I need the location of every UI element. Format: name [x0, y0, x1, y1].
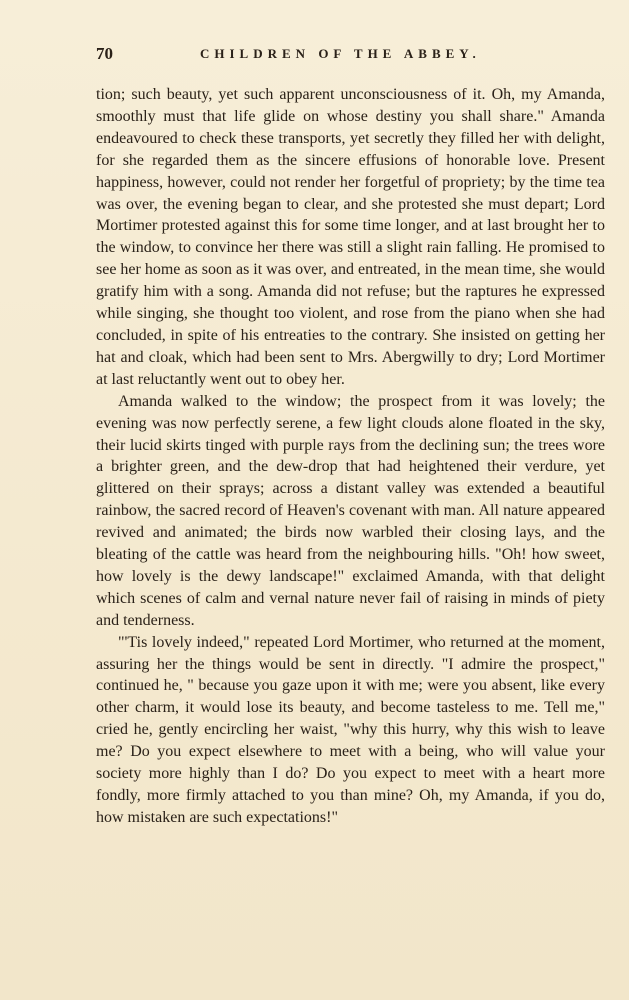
paragraph-1: tion; such beauty, yet such apparent unconsciousness of it. Oh, my Amanda, smoothly must that life glide on whose destiny you shall share." Amanda endeavoured to check these transports, yet secretly they filled her with delight, for she regarded them as the sincere effusions of honorable love. Present happiness, however, could not render her forgetful of propriety; by the time tea was over, the evening began to clear, and she protested she must depart; Lord Mortimer protested against this for some time longer, and at last brought her to the window, to convince her there was still a slight rain falling. He promised to see her home as soon as it was over, and entreated, in the mean time, she would gratify him with a song. Amanda did not refuse; but the raptures he expressed while singing, she thought too violent, and rose from the piano when she had concluded, in spite of his entreaties to the contrary. She insisted on getting her hat and cloak, which had been sent to Mrs. Abergwilly to dry; Lord Mortimer at last reluctantly went out to obey her.: [96, 86, 605, 388]
running-title: CHILDREN OF THE ABBEY.: [200, 46, 481, 61]
body-text: [96, 84, 605, 829]
paragraph-2: Amanda walked to the window; the prospect from it was lovely; the evening was now perfectly serene, a few light clouds alone floated in the sky, their lucid skirts tinged with purple rays from the declining sun; the trees wore a brighter green, and the dew-drop that had heightened their verdure, yet glittered on their sprays; across a distant valley was extended a beautiful rainbow, the sacred record of Heaven's covenant with man. All nature appeared revived and animated; the birds now warbled their closing lays, and the bleating of the cattle was heard from the neighbouring hills. "Oh! how sweet, how lovely is the dewy landscape!" exclaimed Amanda, with that delight which scenes of calm and vernal nature never fail of raising in minds of piety and tenderness.: [96, 392, 605, 629]
paragraph-3: "'Tis lovely indeed," repeated Lord Mortimer, who returned at the moment, assuring her the things would be sent in directly. "I admire the prospect," continued he, " because you gaze upon it with me; were you absent, like every other charm, it would lose its beauty, and become tasteless to me. Tell me," cried he, gently encircling her waist, "why this hurry, why this wish to leave me? Do you expect elsewhere to meet with a being, who will value your society more highly than I do? Do you expect to meet with a heart more fondly, more firmly attached to you than mine? Oh, my Amanda, if you do, how mistaken are such expectations!": [96, 633, 605, 826]
page-header: [96, 44, 601, 66]
page-number: 70: [96, 44, 113, 63]
